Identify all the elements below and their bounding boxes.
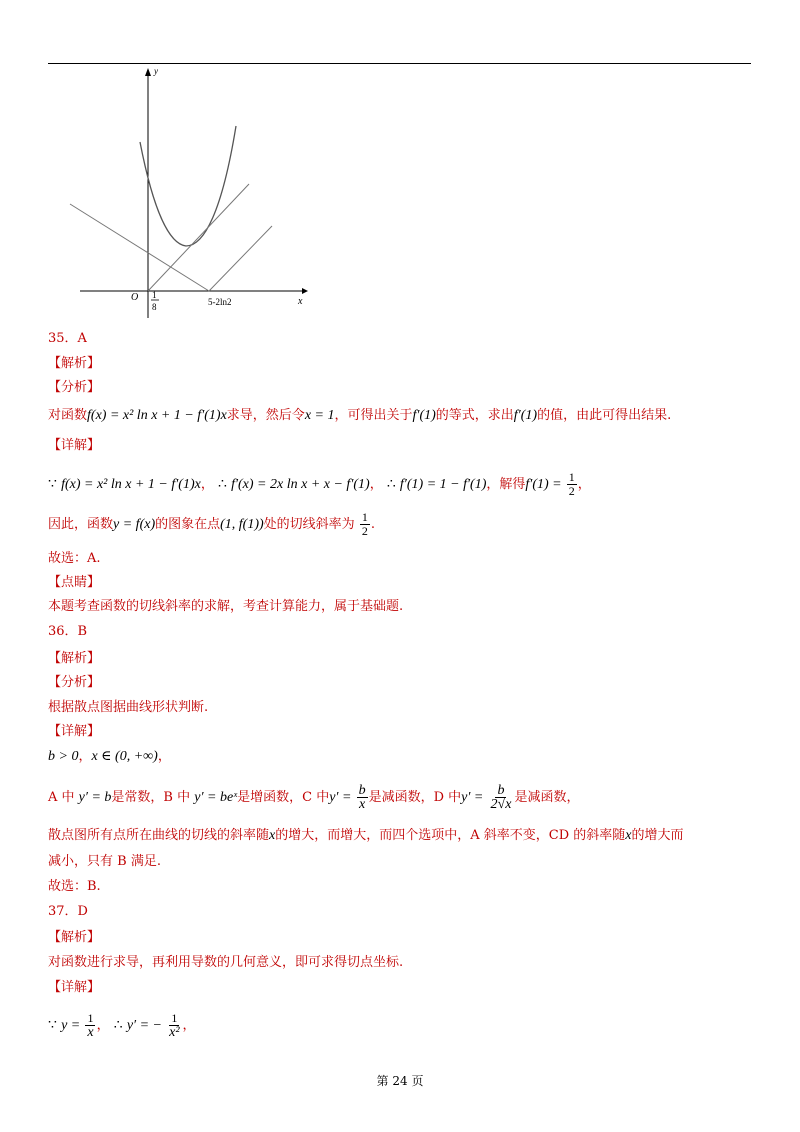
- q37-den-2: x²: [169, 1025, 180, 1040]
- q35-because-sign: ∵: [48, 477, 57, 492]
- q35-therefore-sign-2: ∴: [386, 477, 396, 492]
- q37-detail-expr1: y =: [61, 1018, 81, 1033]
- q37-num-1: 1: [87, 1011, 94, 1025]
- q37-heading: 37．D: [48, 904, 88, 919]
- tick-label-numerator: 1: [152, 290, 157, 300]
- q36-expl1-c: 的增大而: [631, 828, 684, 843]
- q36-cond-1: b > 0: [48, 749, 79, 764]
- x-axis-arrow: [302, 288, 308, 294]
- q35-concl-c: 处的切线斜率为: [263, 517, 355, 532]
- q35-fenxi-expr: f(x) = x² ln x + 1 − f′(1)x: [87, 408, 227, 423]
- q36-opt-c-fraction: [357, 784, 368, 811]
- q36-opt-c-den: x: [358, 797, 366, 812]
- q36-opt-a-expr: y′ = b: [78, 790, 112, 805]
- q35-fenxi-f1: f′(1): [412, 408, 436, 423]
- q35-heading: 35．A: [48, 331, 87, 346]
- x-axis-label: x: [298, 296, 303, 307]
- q35-concl-fraction: [360, 511, 370, 538]
- page-footer: 第 24 页: [376, 1074, 424, 1088]
- q36-cond-end: ，: [157, 749, 171, 764]
- q36-opt-c-num: b: [358, 783, 366, 798]
- q36-tag-jiexi: 【解析】: [48, 651, 101, 666]
- q36-opt-c-expr: y′ =: [329, 790, 352, 805]
- q36-cond-2: x ∈ (0, +∞): [91, 749, 158, 764]
- q35-fenxi-c: ，可得出关于: [334, 408, 413, 423]
- q35-fenxi-x1: x = 1: [304, 408, 335, 423]
- q36-tag-fenxi: 【分析】: [48, 675, 101, 690]
- q37-detail-expr2: y′ = −: [126, 1018, 162, 1033]
- q37-because-sign: ∵: [48, 1018, 57, 1033]
- q36-heading: 36．B: [48, 624, 88, 639]
- q35-detail-expr2: f′(x) = 2x ln x + x − f′(1): [231, 477, 370, 492]
- q35-concl-den: 2: [361, 524, 368, 538]
- q36-expl1-a: 散点图所有点所在曲线的切线的斜率随: [48, 828, 270, 843]
- q35-detail-sep2: ，: [369, 477, 383, 492]
- q35-fenxi-b: 求导，然后令: [226, 408, 305, 423]
- q35-concl-num: 1: [361, 510, 368, 524]
- q35-half-den: 2: [568, 484, 575, 498]
- q35-half-num: 1: [568, 470, 575, 484]
- q36-fenxi: 根据散点图据曲线形状判断.: [48, 700, 209, 715]
- q36-answer: 故选：B.: [48, 879, 101, 894]
- q36-expl1-x2: x: [625, 828, 632, 843]
- q36-tag-xiangjie: 【详解】: [48, 724, 101, 739]
- function-graph: [62, 64, 312, 320]
- q35-detail-expr3: f′(1) = 1 − f′(1): [399, 477, 487, 492]
- q35-concl-a: 因此，函数: [48, 517, 114, 532]
- q37-detail: [48, 1012, 196, 1040]
- q35-detail-end: ，: [577, 477, 591, 492]
- curve: [140, 126, 236, 246]
- q36-opt-d-num: b: [497, 783, 505, 798]
- origin-label: O: [131, 292, 139, 303]
- q35-detail-expr1: f(x) = x² ln x + 1 − f′(1)x: [61, 477, 201, 492]
- q35-tag-fenxi: 【分析】: [48, 380, 101, 395]
- q36-expl1-x: x: [269, 828, 276, 843]
- q35-dianjing: 本题考查函数的切线斜率的求解，考查计算能力，属于基础题.: [48, 599, 404, 614]
- q36-expl1-b: 的增大，而增大，而四个选项中，A 斜率不变，CD 的斜率随: [275, 828, 626, 843]
- q35-concl-b: 的图象在点: [155, 517, 221, 532]
- q36-cond-sep: ，: [78, 749, 92, 764]
- q36-explanation-1: [48, 827, 684, 845]
- q36-opt-d-den: 2√x: [490, 797, 512, 812]
- q35-fenxi-e: 的值，由此可得出结果.: [537, 408, 672, 423]
- q37-fraction-1: [85, 1012, 95, 1039]
- q36-opt-d-text: 是减函数，: [514, 790, 580, 805]
- y-axis-label: y: [154, 66, 158, 76]
- q36-options: [48, 784, 579, 811]
- tangent-line-1: [148, 184, 249, 291]
- q36-opt-c-text: 是减函数，D 中: [368, 790, 462, 805]
- q35-tag-jiexi: 【解析】: [48, 356, 101, 371]
- q37-detail-end: ，: [182, 1018, 196, 1033]
- q37-tag-xiangjie: 【详解】: [48, 980, 101, 995]
- q35-answer: 故选：A.: [48, 551, 101, 566]
- q36-opt-a: A 中: [48, 790, 75, 805]
- q35-detail: [48, 471, 591, 498]
- q37-jiexi: 对函数进行求导，再利用导数的几何意义，即可求得切点坐标.: [48, 955, 404, 970]
- q35-concl-d: .: [370, 517, 375, 532]
- q37-num-2: 1: [171, 1011, 178, 1025]
- q35-fenxi-f1b: f′(1): [513, 408, 538, 423]
- q35-detail-sep1: ，: [200, 477, 214, 492]
- y-axis-arrow: [145, 68, 151, 76]
- q35-fenxi-a: 对函数: [48, 408, 88, 423]
- q36-conditions: [48, 748, 171, 766]
- q37-therefore-sign: ∴: [113, 1018, 123, 1033]
- q35-fenxi: [48, 407, 671, 425]
- q37-detail-sep: ，: [96, 1018, 110, 1033]
- q35-tag-xiangjie: 【详解】: [48, 438, 101, 453]
- tick-label-b: 5-2ln2: [208, 297, 232, 307]
- q36-explanation-2: 减小，只有 B 满足.: [48, 854, 161, 869]
- q35-half-fraction: [567, 471, 577, 498]
- q35-concl-expr: y = f(x): [113, 517, 156, 532]
- tick-label-denominator: 8: [152, 302, 157, 312]
- q37-den-1: x: [87, 1025, 94, 1040]
- q36-opt-d-expr: y′ =: [461, 790, 484, 805]
- tangent-line-2: [70, 204, 209, 291]
- tangent-line-3: [209, 226, 272, 291]
- q37-fraction-2: [167, 1012, 181, 1039]
- q36-opt-a-text: 是常数，B 中: [111, 790, 191, 805]
- q36-opt-b-text: 是增函数，C 中: [237, 790, 330, 805]
- q36-opt-d-fraction: [489, 784, 514, 811]
- q36-opt-b-expr: y′ = beˣ: [194, 790, 238, 805]
- q37-tag-jiexi: 【解析】: [48, 930, 101, 945]
- q35-detail-text: ，解得: [486, 477, 526, 492]
- q35-therefore-sign-1: ∴: [218, 477, 227, 492]
- q35-detail-expr4: f′(1) =: [525, 477, 562, 492]
- q35-fenxi-d: 的等式，求出: [435, 408, 514, 423]
- q35-concl-point: (1, f(1)): [220, 517, 264, 532]
- q35-tag-dianjing: 【点睛】: [48, 575, 101, 590]
- q35-conclusion: [48, 511, 375, 538]
